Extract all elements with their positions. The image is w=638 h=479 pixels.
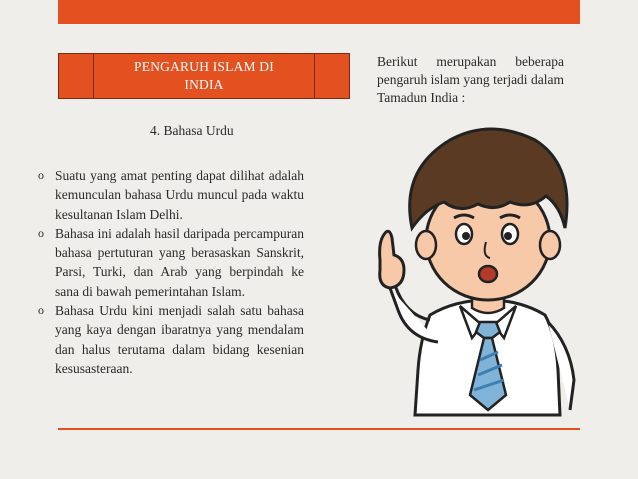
list-item [38, 166, 304, 224]
list-item [38, 301, 304, 378]
page-title [109, 58, 299, 94]
subheading: 4. Bahasa Urdu [150, 123, 234, 138]
top-accent-bar [58, 0, 580, 24]
list-item-text: Suatu yang amat penting dapat dilihat adalah kemunculan bahasa Urdu muncul pada waktu kesultanan Islam Delhi. [55, 168, 304, 222]
bottom-accent-line [58, 428, 580, 430]
list-item-text: Bahasa ini adalah hasil daripada percampuran bahasa pertuturan yang berasaskan Sanskrit, Parsi, Turki, dan Arab yang berpindah ke sana di bawah pemerintahan Islam. [55, 225, 304, 299]
page-title-line1: PENGARUH ISLAM DI [134, 59, 274, 74]
title-box-divider-right [314, 54, 315, 98]
bullet-icon: o [38, 225, 44, 240]
cartoon-boy-pointing-icon [360, 110, 615, 425]
intro-text: Berikut merupakan beberapa pengaruh islam yang terjadi dalam Tamadun India : [377, 54, 564, 105]
points-list [38, 166, 304, 378]
bullet-icon: o [38, 303, 44, 318]
bullet-icon: o [38, 168, 44, 182]
list-item-text: Bahasa Urdu kini menjadi salah satu bahasa yang kaya dengan ibaratnya yang mendalam dan halus terutama dalam bidang kesenian kesusasteraan. [55, 303, 304, 376]
title-box-divider-left [93, 54, 94, 98]
list-item [38, 224, 304, 301]
page-title-line2: INDIA [184, 77, 224, 92]
title-box [58, 53, 350, 99]
